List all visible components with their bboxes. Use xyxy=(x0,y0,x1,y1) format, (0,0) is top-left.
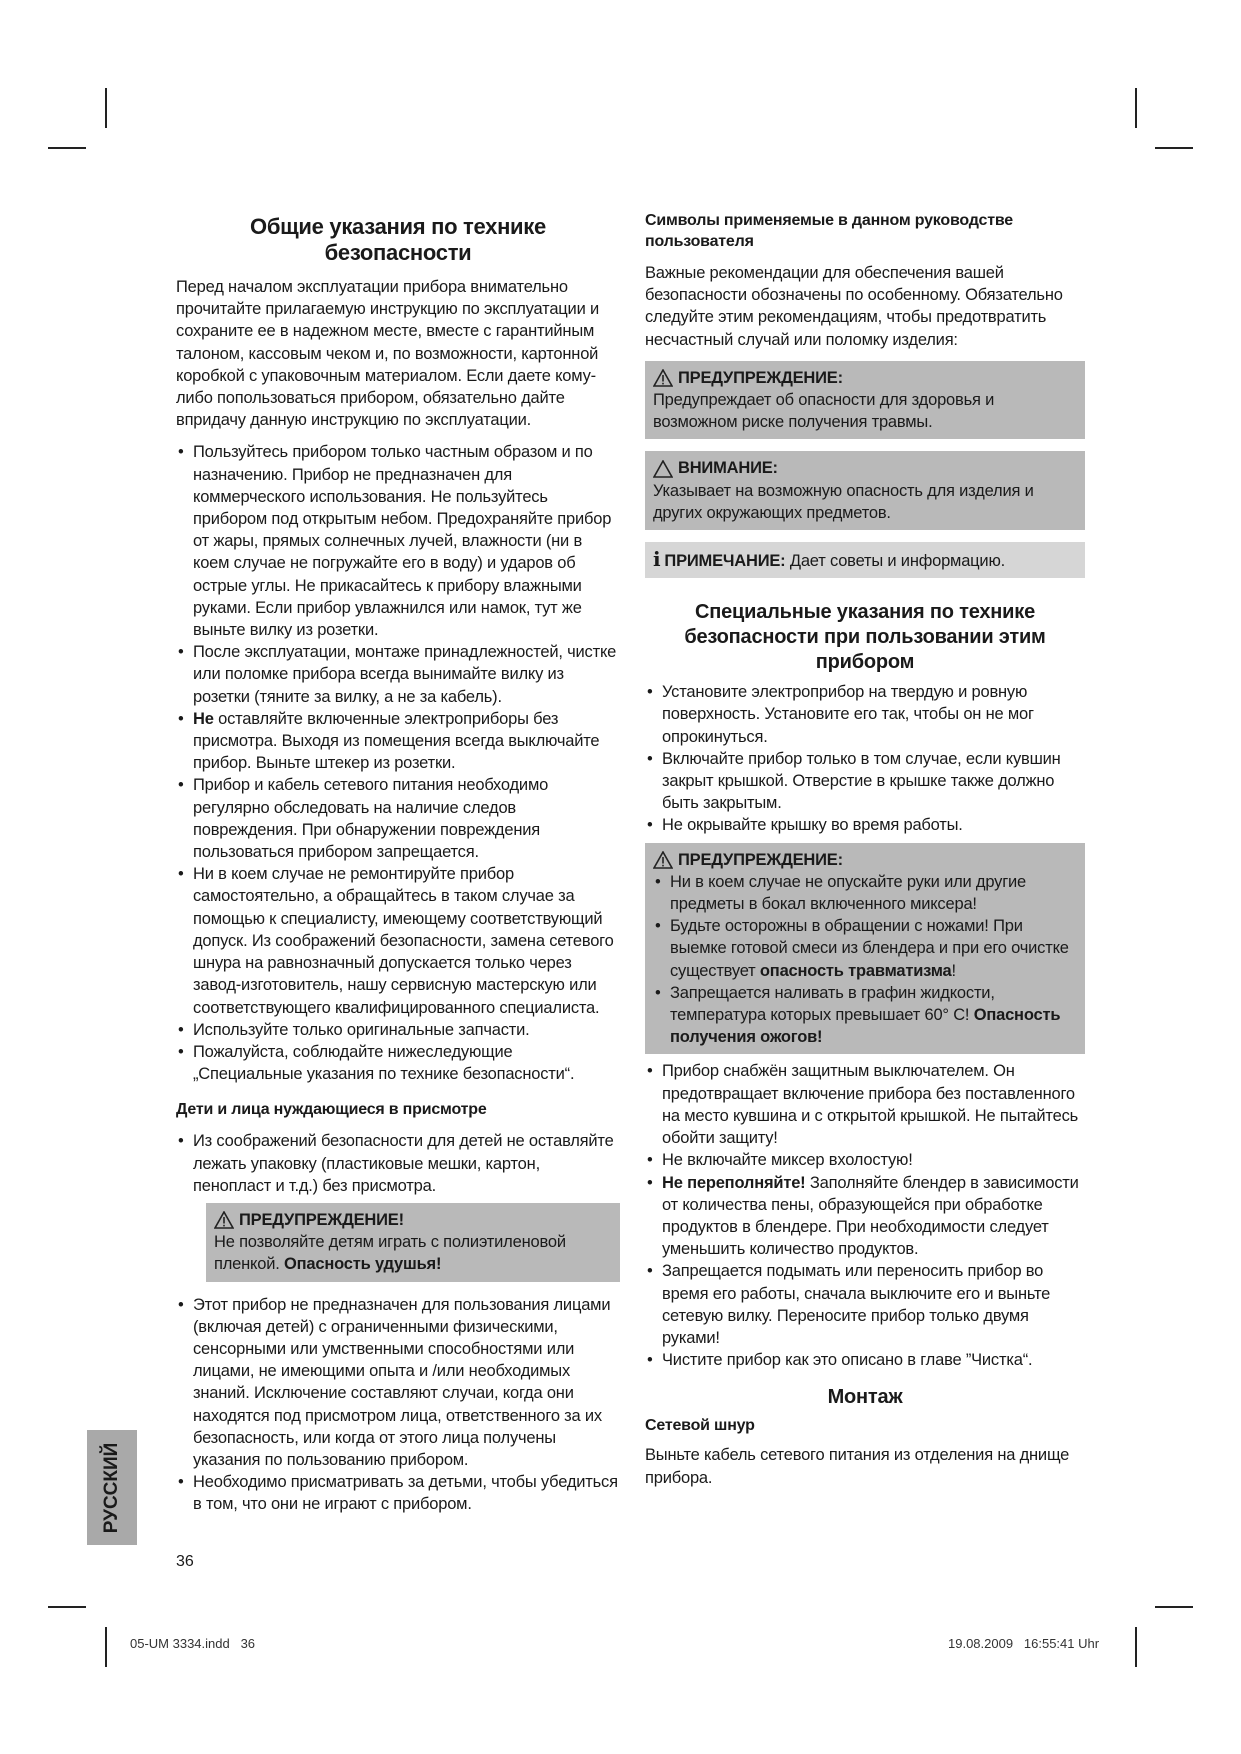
bold-text: Не xyxy=(193,709,214,728)
list-item: • Пользуйтесь прибором только частным образом и по назначению. Прибор не предназначен для коммерческого использования. Не пользуйтесь прибором под открытым небом. Предохраняйте прибор от жары, прямых солнечных лучей, влажности (ни в коем случае не погружайте его в воду) и ударов об острые углы. Не прикасайтесь к прибору влажными руками. Если прибор увлажнился или намок, тут же выньте вилку из розетки. xyxy=(176,441,620,641)
special-safety-heading: Специальные указания по технике безопасности при пользовании этим прибором xyxy=(684,601,1046,674)
warning-text: Предупреждает об опасности для здоровья и возможном риске получения травмы. xyxy=(653,391,995,432)
bold-text: Опасность удушья! xyxy=(284,1255,442,1274)
list-item: • Используйте только оригинальные запчасти. xyxy=(176,1019,620,1041)
general-safety-list xyxy=(176,441,620,1085)
bold-text: Не переполняйте! xyxy=(662,1173,806,1192)
page-number: 36 xyxy=(176,1553,194,1570)
note-legend-box xyxy=(645,542,1085,578)
child-warning-box xyxy=(206,1203,620,1282)
language-tab xyxy=(87,1430,137,1545)
list-item: • Установите электроприбор на твердую и ровную поверхность. Установите его так, чтобы он не мог опрокинуться. xyxy=(645,681,1085,748)
warning-text: Не позволяйте детям играть с полиэтиленовой пленкой. xyxy=(214,1233,566,1274)
list-item-text: Запрещается наливать в графин жидкости, температура которых превышает 60° С! xyxy=(670,983,995,1025)
crop-mark xyxy=(105,88,107,128)
list-item xyxy=(645,1172,1085,1261)
list-item xyxy=(653,915,1077,982)
list-item-text: Будьте осторожны в обращении с ножами! При выемке готовой смеси из блендера и при его очистке существует xyxy=(670,917,1069,980)
list-item-text: Заполняйте блендер в зависимости от количества пены, образующейся при обработке продуктов в блендере. При необходимости следует уменьшить количество продуктов. xyxy=(662,1173,1079,1259)
crop-mark xyxy=(1135,88,1137,128)
info-icon: i xyxy=(653,547,661,572)
crop-mark xyxy=(1155,1606,1193,1608)
list-item: • Этот прибор не предназначен для пользования лицами (включая детей) с ограниченными физическими, сенсорными или умственными способностями или лицами, не имеющими опыта и /или необходимых знаний. Исключение составляют случаи, когда они находятся под присмотром лица, ответственного за их безопасность, или когда от этого лица получены указания по пользованию прибором. xyxy=(176,1294,620,1472)
list-item xyxy=(176,708,620,775)
warning-legend-box xyxy=(645,361,1085,440)
list-item: • Ни в коем случае не опускайте руки или другие предметы в бокал включенного миксера! xyxy=(653,871,1077,915)
list-item: • Прибор и кабель сетевого питания необходимо регулярно обследовать на наличие следов повреждения. При обнаружении повреждения пользоваться прибором запрещается. xyxy=(176,774,620,863)
warning-title: ПРЕДУПРЕЖДЕНИЕ! xyxy=(239,1210,404,1229)
intro-paragraph: Перед началом эксплуатации прибора внимательно прочитайте прилагаемую инструкцию по эксплуатации и сохраните ее в надежном месте, вместе с гарантийным талоном, кассовым чеком и, по возможности, картонной коробкой с упаковочным материалом. Если даете кому-либо попользоваться прибором, обязательно дайте впридачу данную инструкцию по эксплуатации. xyxy=(176,278,599,430)
left-column xyxy=(176,210,620,1530)
crop-mark xyxy=(1135,1627,1137,1667)
note-text: Дает советы и информацию. xyxy=(785,552,1006,571)
power-cord-text: Выньте кабель сетевого питания из отделения на днище прибора. xyxy=(645,1446,1070,1487)
list-item: • Не включайте миксер вхолостую! xyxy=(645,1149,1085,1171)
general-safety-title: Общие указания по технике безопасности xyxy=(250,214,546,265)
caution-title: ВНИМАНИЕ: xyxy=(678,459,778,478)
crop-mark xyxy=(48,1606,86,1608)
footer-file-info: 05-UM 3334.indd 36 xyxy=(130,1636,256,1651)
warning-box-2 xyxy=(645,843,1085,1055)
list-item: • Ни в коем случае не ремонтируйте прибор самостоятельно, а обращайтесь в таком случае за помощью к специалисту, имеющему соответствующий допуск. Из соображений безопасности, замена сетевого шнура на равнозначный допускается только через завод-изготовитель, нашу сервисную мастерскую или соответствующего квалифицированного специалиста. xyxy=(176,863,620,1018)
power-cord-heading: Сетевой шнур xyxy=(645,1417,755,1435)
symbols-heading: Символы применяемые в данном руководстве пользователя xyxy=(645,212,1013,250)
list-item: • Из соображений безопасности для детей не оставляйте лежать упаковку (пластиковые мешки, картон, пенопласт и т.д.) без присмотра. xyxy=(176,1130,620,1197)
list-item: • После эксплуатации, монтаже принадлежностей, чистке или поломке прибора всегда вынимайте вилку из розетки (тяните за вилку, а не за кабель). xyxy=(176,641,620,708)
list-item: • Запрещается подымать или переносить прибор во время его работы, сначала выключите его и выньте сетевую вилку. Переносите прибор только двумя руками! xyxy=(645,1260,1085,1349)
bold-text: Опасность получения ожогов! xyxy=(670,1006,1061,1047)
children-list xyxy=(176,1130,620,1197)
footer-timestamp: 19.08.2009 16:55:41 Uhr xyxy=(948,1636,1100,1651)
caution-legend-box xyxy=(645,451,1085,530)
list-item: • Чистите прибор как это описано в главе ”Чистка“. xyxy=(645,1349,1085,1371)
language-label: РУССКИЙ xyxy=(101,1442,122,1533)
note-title: ПРИМЕЧАНИЕ: xyxy=(664,552,786,571)
symbols-intro: Важные рекомендации для обеспечения вашей безопасности обозначены по особенному. Обязательно следуйте этим рекомендациям, чтобы предотвратить несчастный случай или поломку изделия: xyxy=(645,264,1063,349)
list-item: • Включайте прибор только в том случае, если кувшин закрыт крышкой. Отверстие в крышке также должно быть закрытым. xyxy=(645,748,1085,815)
caution-text: Указывает на возможную опасность для изделия и других окружающих предметов. xyxy=(653,481,1034,522)
right-column xyxy=(645,210,1085,1499)
warning-triangle-icon xyxy=(653,369,673,387)
caution-triangle-icon xyxy=(653,460,673,478)
crop-mark xyxy=(105,1627,107,1667)
special-safety-list xyxy=(645,681,1085,836)
warning-triangle-icon xyxy=(653,851,673,869)
crop-mark xyxy=(1155,147,1193,149)
warning-title: ПРЕДУПРЕЖДЕНИЕ: xyxy=(678,368,843,387)
warning-triangle-icon xyxy=(214,1211,234,1229)
list-item-text: оставляйте включенные электроприборы без присмотра. Выходя из помещения всегда выключайте прибор. Выньте штекер из розетки. xyxy=(193,709,600,773)
list-item-text: ! xyxy=(951,961,956,980)
list-item: • Пожалуйста, соблюдайте нижеследующие „Специальные указания по технике безопасности“. xyxy=(176,1041,620,1085)
list-item: • Прибор снабжён защитным выключателем. Он предотвращает включение прибора без поставленного на место кувшина и с открытой крышкой. Не пытайтесь обойти защиту! xyxy=(645,1060,1085,1149)
warning-title: ПРЕДУПРЕЖДЕНИЕ: xyxy=(678,850,843,869)
list-item: • Необходимо присматривать за детьми, чтобы убедиться в том, что они не играют с прибором. xyxy=(176,1471,620,1515)
assembly-heading: Монтаж xyxy=(827,1386,903,1409)
special-safety-list-2 xyxy=(645,1060,1085,1371)
crop-mark xyxy=(48,147,86,149)
list-item: • Не окрывайте крышку во время работы. xyxy=(645,814,1085,836)
bold-text: опасность травматизма xyxy=(759,961,952,980)
children-list-2 xyxy=(176,1294,620,1516)
list-item xyxy=(653,982,1077,1049)
children-heading: Дети и лица нуждающиеся в присмотре xyxy=(176,1101,487,1119)
